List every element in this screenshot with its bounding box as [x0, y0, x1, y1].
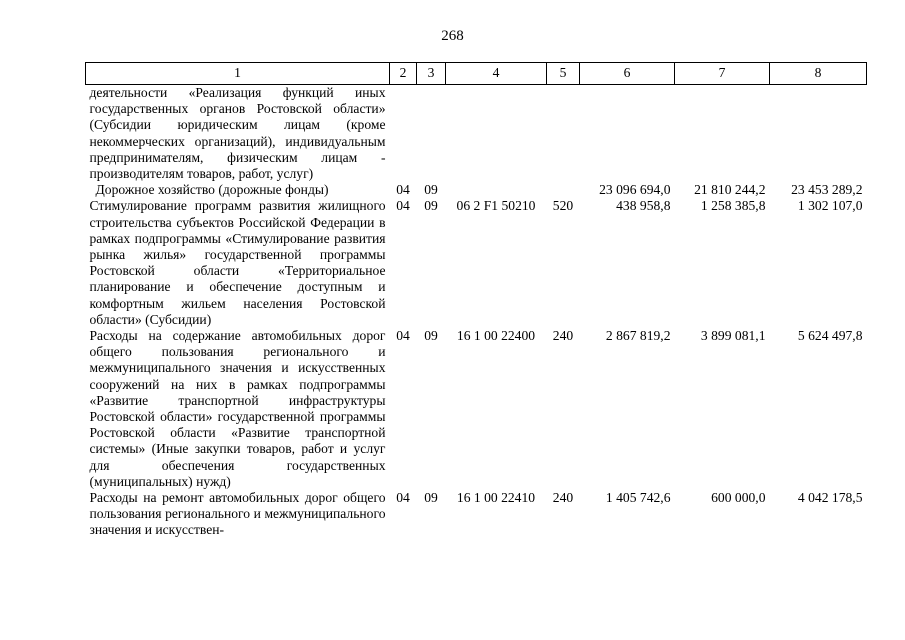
column-header: 2 [390, 63, 417, 85]
column-header: 8 [770, 63, 867, 85]
column-header: 7 [675, 63, 770, 85]
cell-amount-1: 438 958,8 [616, 198, 671, 214]
column-header: 1 [86, 63, 390, 85]
table-row [86, 182, 867, 198]
cell-amount-3: 5 624 497,8 [797, 328, 863, 344]
cell-target-code [446, 85, 547, 183]
cell-amount-1: 23 096 694,0 [599, 182, 671, 198]
row-name: деятельности «Реализация функций иных государственных органов Ростовской области» (Субсидии юридическим лицам (кроме некоммерческих организаций), индивидуальным предпринимателям, физическим лицам - производителям товаров, работ, услуг) [89, 85, 386, 182]
cell-amount-3: 4 042 178,5 [797, 490, 863, 506]
cell-section [390, 85, 417, 183]
row-name: Стимулирование программ развития жилищного строительства субъектов Российской Федерации в рамках подпрограммы «Стимулирование развития рынка жилья» государственной программы Ростовской области «Территориальное планирование и обеспечение доступным и комфортным жильем населения Ростовской области» (Субсидии) [89, 198, 386, 327]
cell-target-code: 06 2 F1 50210 [456, 198, 536, 214]
cell-target-code: 16 1 00 22410 [456, 490, 536, 506]
cell-amount-3: 23 453 289,2 [791, 182, 863, 198]
cell-section: 04 [396, 198, 410, 214]
cell-amount-1: 1 405 742,6 [605, 490, 671, 506]
page-number: 268 [441, 28, 464, 44]
row-name: Дорожное хозяйство (дорожные фонды) [95, 182, 329, 198]
cell-target-code: 16 1 00 22400 [456, 328, 536, 344]
table-row [86, 85, 867, 183]
cell-subsection: 09 [424, 328, 438, 344]
table-header-row [86, 63, 867, 85]
cell-amount-1: 2 867 819,2 [605, 328, 671, 344]
budget-table [85, 62, 867, 539]
cell-subsection: 09 [424, 182, 438, 198]
cell-subsection [417, 85, 446, 183]
cell-amount-2: 3 899 081,1 [700, 328, 766, 344]
table-row [86, 328, 867, 490]
cell-amount-3: 1 302 107,0 [797, 198, 863, 214]
cell-amount-2: 21 810 244,2 [694, 182, 766, 198]
row-name: Расходы на ремонт автомобильных дорог общего пользования регионального и межмуниципального значения и искусствен- [89, 490, 386, 538]
cell-section: 04 [396, 182, 410, 198]
cell-subsection: 09 [424, 198, 438, 214]
cell-section: 04 [396, 328, 410, 344]
column-header: 5 [547, 63, 580, 85]
column-header: 4 [446, 63, 547, 85]
cell-expense-type: 240 [552, 328, 574, 344]
cell-amount-2 [675, 85, 770, 183]
cell-expense-type: 240 [552, 490, 574, 506]
cell-target-code [446, 182, 547, 198]
cell-section: 04 [396, 490, 410, 506]
table-row [86, 490, 867, 539]
table-row [86, 198, 867, 328]
row-name: Расходы на содержание автомобильных дорог общего пользования регионального и межмуниципального значения и искусственных сооружений на них в рамках подпрограммы «Развитие транспортной инфраструктуры Ростовской области» государственной программы Ростовской области «Развитие транспортной системы» (Иные закупки товаров, работ и услуг для обеспечения государственных (муниципальных) нужд) [89, 328, 386, 489]
cell-amount-3 [770, 85, 867, 183]
cell-expense-type [547, 182, 580, 198]
cell-subsection: 09 [424, 490, 438, 506]
cell-amount-2: 600 000,0 [711, 490, 766, 506]
cell-expense-type: 520 [552, 198, 574, 214]
column-header: 3 [417, 63, 446, 85]
cell-expense-type [547, 85, 580, 183]
cell-amount-1 [580, 85, 675, 183]
cell-amount-2: 1 258 385,8 [700, 198, 766, 214]
column-header: 6 [580, 63, 675, 85]
